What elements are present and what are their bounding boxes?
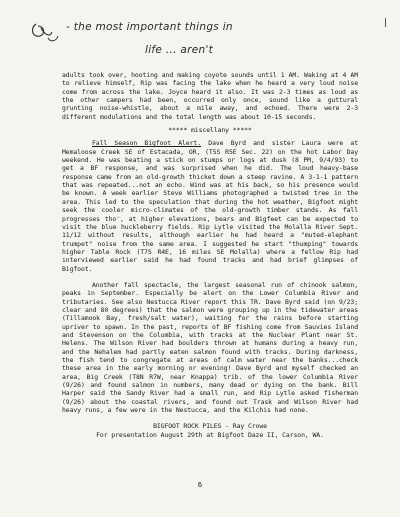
handwritten-note — [0, 14, 400, 64]
handwritten-line-1: - the most important things in — [66, 21, 233, 33]
fall-alert-title: Fall Season Bigfoot Alert. — [92, 139, 202, 148]
fall-alert-paragraph — [62, 139, 358, 273]
footer-presentation: For presentation August 29th at Bigfoot Daze II, Carson, WA. — [96, 430, 324, 439]
intro-paragraph: adults took over, hooting and making coyote sounds until 1 AM. Waking at 4 AM to relieve himself, Rip was facing the lake when he heard a very loud noise come from across the lake. Joyce heard it also. It was 2-3 times as loud as the other campers had been, occurred only once, sound like a guttural grunting noise-whistle, about a mile away, and echoed. There were 2-3 different modulations and the total length was about 10-15 seconds. — [62, 71, 358, 121]
section-heading: ***** miscellany ***** — [168, 126, 252, 135]
document-body — [62, 71, 358, 439]
footer-title: BIGFOOT ROCK PILES - Ray Crowe — [153, 422, 267, 431]
handwritten-line-2: life ... aren't — [145, 44, 214, 56]
handwritten-doodle-icon — [33, 24, 58, 41]
salmon-paragraph: Another fall spectacle, the largest seasonal run of chinook salmon, peaks in September. Especially be alert on the Lower Columbia River and tributaries. See also Nestucca River report this TR. Dave Byrd said (on 9/23; clear and 80 degrees) that the salmon were grouping up in the tidewater areas (Tillamook Bay, fresh/salt water), waiting for the rains before starting upriver to spawn. In the past, reports of BF fishing come from Sauvies Island and Stevenson on the Columbia, with tracks at the Nuclear Plant near St. Helens. The Wilson River had boulders thrown at humans during a heavy run, and the Nehalem had partly eaten salmon found with tracks. During darkness, the fish tend to congregate at areas of calm water near the banks...check these area in the early morning or evening! Dave Byrd and myself checked an area, Big Creek (T8N R7W, near Knappa) trib. of the lower Columbia River (9/26) and found salmon in numbers, many dead or dying on the bank. Bill Harper said the Sandy River had a small run, and Rip Lytle asked fisherman (9/26) about the coastal rivers, and found out Trask and Wilson River had heavy runs, a few were in the Nestucca, and the Kilchis had none. — [62, 280, 358, 415]
page-number: 6 — [197, 481, 203, 489]
fall-alert-text: Dave Byrd and sister Laura were at Memaloose Creek SE of Estacada, OR, (T5S R5E Sec. 22) on the hot Labor Day weekend. He was beating a stick on stumps or logs at dusk (8 PM, 9/4/93) to get a BF response, and was surprised when he did. The loud heavy-base response came from an old-growth thicket down a steep ravine. A 3-1-1 pattern that was repeated...not an echo. Wind was at his back, so his presence would be known. A week earlier Steve Williams photographed a twisted tree in the area. This led to the speculation that during the hot weather, Bigfoot might seek the cooler micro-climates of the old-growth timber stands. As fall progresses tho', at higher elevations, bears and Bigfeet can be expected to visit the blue huckleberry fields. Rip Lytle visited the Molalla River Sept. 11/12 without results, although earlier he had heard a "muted-elephant trumpet" noise from the same area. I suggested he start "thumping" towards higher Table Rock (T7S R4E, 16 miles SE Molalla) where a fellow Rip had interviewed earlier said he had found tracks and had brief glimpses of Bigfoot. — [62, 139, 358, 273]
